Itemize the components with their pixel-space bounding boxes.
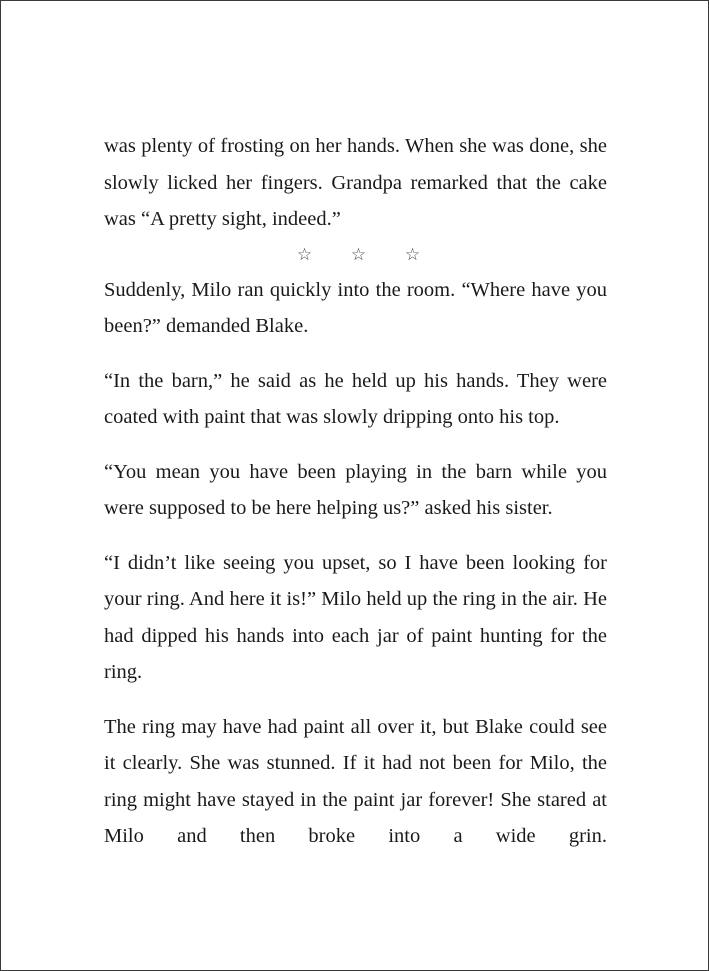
section-break xyxy=(104,236,607,274)
paragraph-barn: “In the barn,” he said as he held up his hands. They were coated with paint that was slowly dripping onto his top. xyxy=(104,369,607,428)
star-icon: ☆ xyxy=(350,244,367,265)
paragraph-blake-stunned: The ring may have had paint all over it, but Blake could see it clearly. She was stunned. If it had not been for Milo, the ring might have stayed in the paint jar forever! She stared at Milo and then broke into a wide grin. xyxy=(104,715,607,847)
paragraph-frosting: was plenty of frosting on her hands. When she was done, she slowly licked her fingers. Grandpa remarked that the cake was “A pretty sight, indeed.” xyxy=(104,135,607,230)
paragraph-found-ring: “I didn’t like seeing you upset, so I have been looking for your ring. And here it is!” Milo held up the ring in the air. He had dipped his hands into each jar of paint hunting for the ring. xyxy=(104,551,607,683)
paragraph-milo-enters: Suddenly, Milo ran quickly into the room. “Where have you been?” demanded Blake. xyxy=(104,278,607,337)
body-text xyxy=(104,128,607,855)
paragraph-sister-asks: “You mean you have been playing in the barn while you were supposed to be here helping us?” asked his sister. xyxy=(104,460,607,519)
star-icon: ☆ xyxy=(404,244,421,265)
star-icon: ☆ xyxy=(296,244,313,265)
